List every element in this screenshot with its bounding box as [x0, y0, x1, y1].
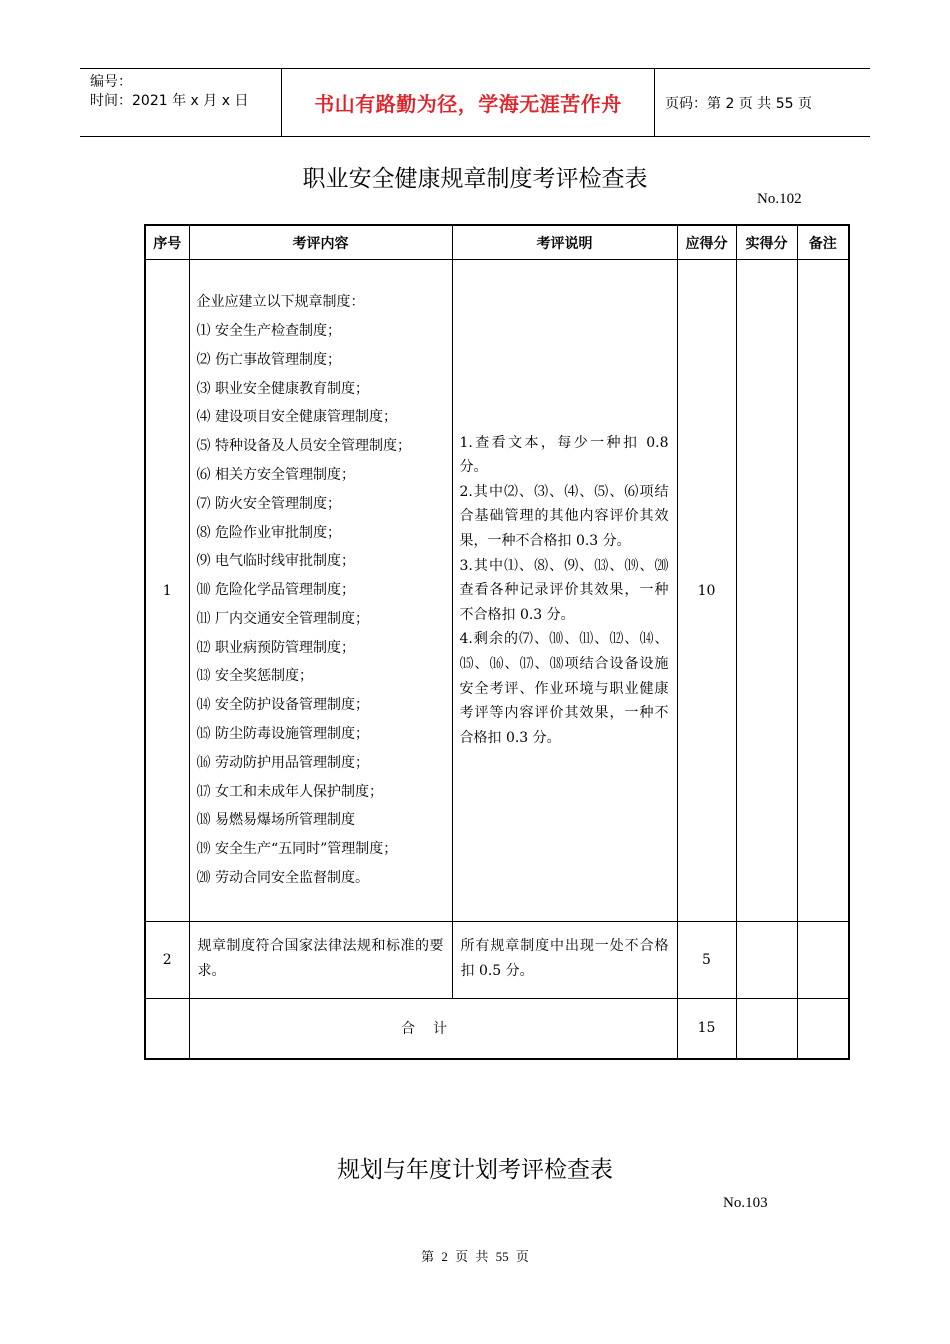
- col-header: 应得分: [677, 225, 736, 260]
- table-header-row: [145, 225, 849, 260]
- total-actual-score: [736, 999, 797, 1059]
- explanation-item: 3.其中⑴、⑻、⑼、⒀、⒆、⒇查看各种记录评价其效果，一种不合格扣 0.3 分。: [459, 557, 669, 623]
- content-cell: [189, 260, 452, 922]
- total-remarks: [797, 999, 849, 1059]
- content-line: ⒃ 劳动防护用品管理制度；: [196, 754, 369, 771]
- row-number: 1: [145, 260, 189, 922]
- content-line: ⑺ 防火安全管理制度；: [196, 495, 341, 512]
- total-no: [145, 999, 189, 1059]
- explanation-cell: [452, 922, 677, 999]
- content-line: 企业应建立以下规章制度：: [196, 294, 365, 311]
- content-line: ⒆ 安全生产“五同时”管理制度；: [196, 841, 398, 858]
- header-motto: 书山有路勤为径，学海无涯苦作舟: [314, 92, 622, 116]
- content-line: ⑻ 危险作业审批制度；: [196, 524, 341, 541]
- section1-title: 职业安全健康规章制度考评检查表: [302, 166, 648, 192]
- content-line: ⑾ 厂内交通安全管理制度；: [196, 610, 369, 627]
- content-line: ⒁ 安全防护设备管理制度；: [196, 697, 369, 714]
- col-header: 实得分: [736, 225, 797, 260]
- content-line: ⑹ 相关方安全管理制度；: [196, 466, 355, 483]
- header-page-info: 页码：第 2 页 共 55 页: [665, 95, 812, 112]
- actual-score: [736, 922, 797, 999]
- explanation-item: 2.其中⑵、⑶、⑷、⑸、⑹项结合基础管理的其他内容评价其效果，一种不合格扣 0.3 分。: [459, 483, 669, 550]
- remarks: [797, 260, 849, 922]
- col-header: 考评内容: [189, 225, 452, 260]
- content-line: ⑿ 职业病预防管理制度；: [196, 639, 355, 656]
- content-line: ⑽ 危险化学品管理制度；: [196, 582, 355, 599]
- col-header: 序号: [145, 225, 189, 260]
- content-line: ⑷ 建设项目安全健康管理制度；: [196, 409, 397, 426]
- row-number: 2: [145, 922, 189, 999]
- content-line: ⑸ 特种设备及人员安全管理制度；: [196, 438, 411, 455]
- explanation-cell: [452, 260, 677, 922]
- content-cell: [189, 922, 452, 999]
- content-line: ⒇ 劳动合同安全监督制度。: [196, 870, 369, 887]
- col-header: 备注: [797, 225, 849, 260]
- total-row: [145, 999, 849, 1059]
- content-line: ⒄ 女工和未成年人保护制度；: [196, 783, 383, 800]
- section1-doc-no: No.102: [757, 191, 802, 207]
- total-label: 合计: [189, 999, 677, 1059]
- explanation-item: 4.剩余的⑺、⑽、⑾、⑿、⒁、⒂、⒃、⒄、⒅项结合设备设施安全考评、作业环境与职业健康考评等内容评价其效果，一种不合格扣 0.3 分。: [459, 631, 669, 746]
- content-line: ⒂ 防尘防毒设施管理制度；: [196, 726, 369, 743]
- section2-title: 规划与年度计划考评检查表: [337, 1157, 613, 1183]
- number-label: 编号：: [90, 74, 132, 90]
- content-line: ⑴ 安全生产检查制度；: [196, 322, 341, 339]
- content-line: ⑼ 电气临时线审批制度；: [196, 553, 355, 570]
- content-text: 规章制度符合国家法律法规和标准的要求。: [197, 938, 444, 979]
- remarks: [797, 922, 849, 999]
- header-meta: [90, 73, 280, 111]
- table-row: [145, 260, 849, 922]
- expected-score: 10: [677, 260, 736, 922]
- check-table: [144, 224, 850, 1060]
- explanation-item: 1.查看文本，每少一种扣 0.8 分。: [459, 434, 669, 476]
- page-footer: 第 2 页 共 55 页: [421, 1249, 529, 1264]
- header-divider: [654, 69, 655, 136]
- page-header: [80, 68, 870, 137]
- table-row: [145, 922, 849, 999]
- content-line: ⑵ 伤亡事故管理制度；: [196, 351, 341, 368]
- content-line: ⒀ 安全奖惩制度；: [196, 668, 313, 685]
- expected-score: 5: [677, 922, 736, 999]
- time-label: 时间：2021 年 x 月 x 日: [90, 93, 249, 109]
- col-header: 考评说明: [452, 225, 677, 260]
- content-line: ⒅ 易燃易爆场所管理制度: [196, 812, 355, 829]
- content-line: ⑶ 职业安全健康教育制度；: [196, 380, 369, 397]
- section2-doc-no: No.103: [723, 1195, 768, 1211]
- actual-score: [736, 260, 797, 922]
- total-score: 15: [677, 999, 736, 1059]
- explanation-text: 所有规章制度中出现一处不合格扣 0.5 分。: [460, 938, 669, 979]
